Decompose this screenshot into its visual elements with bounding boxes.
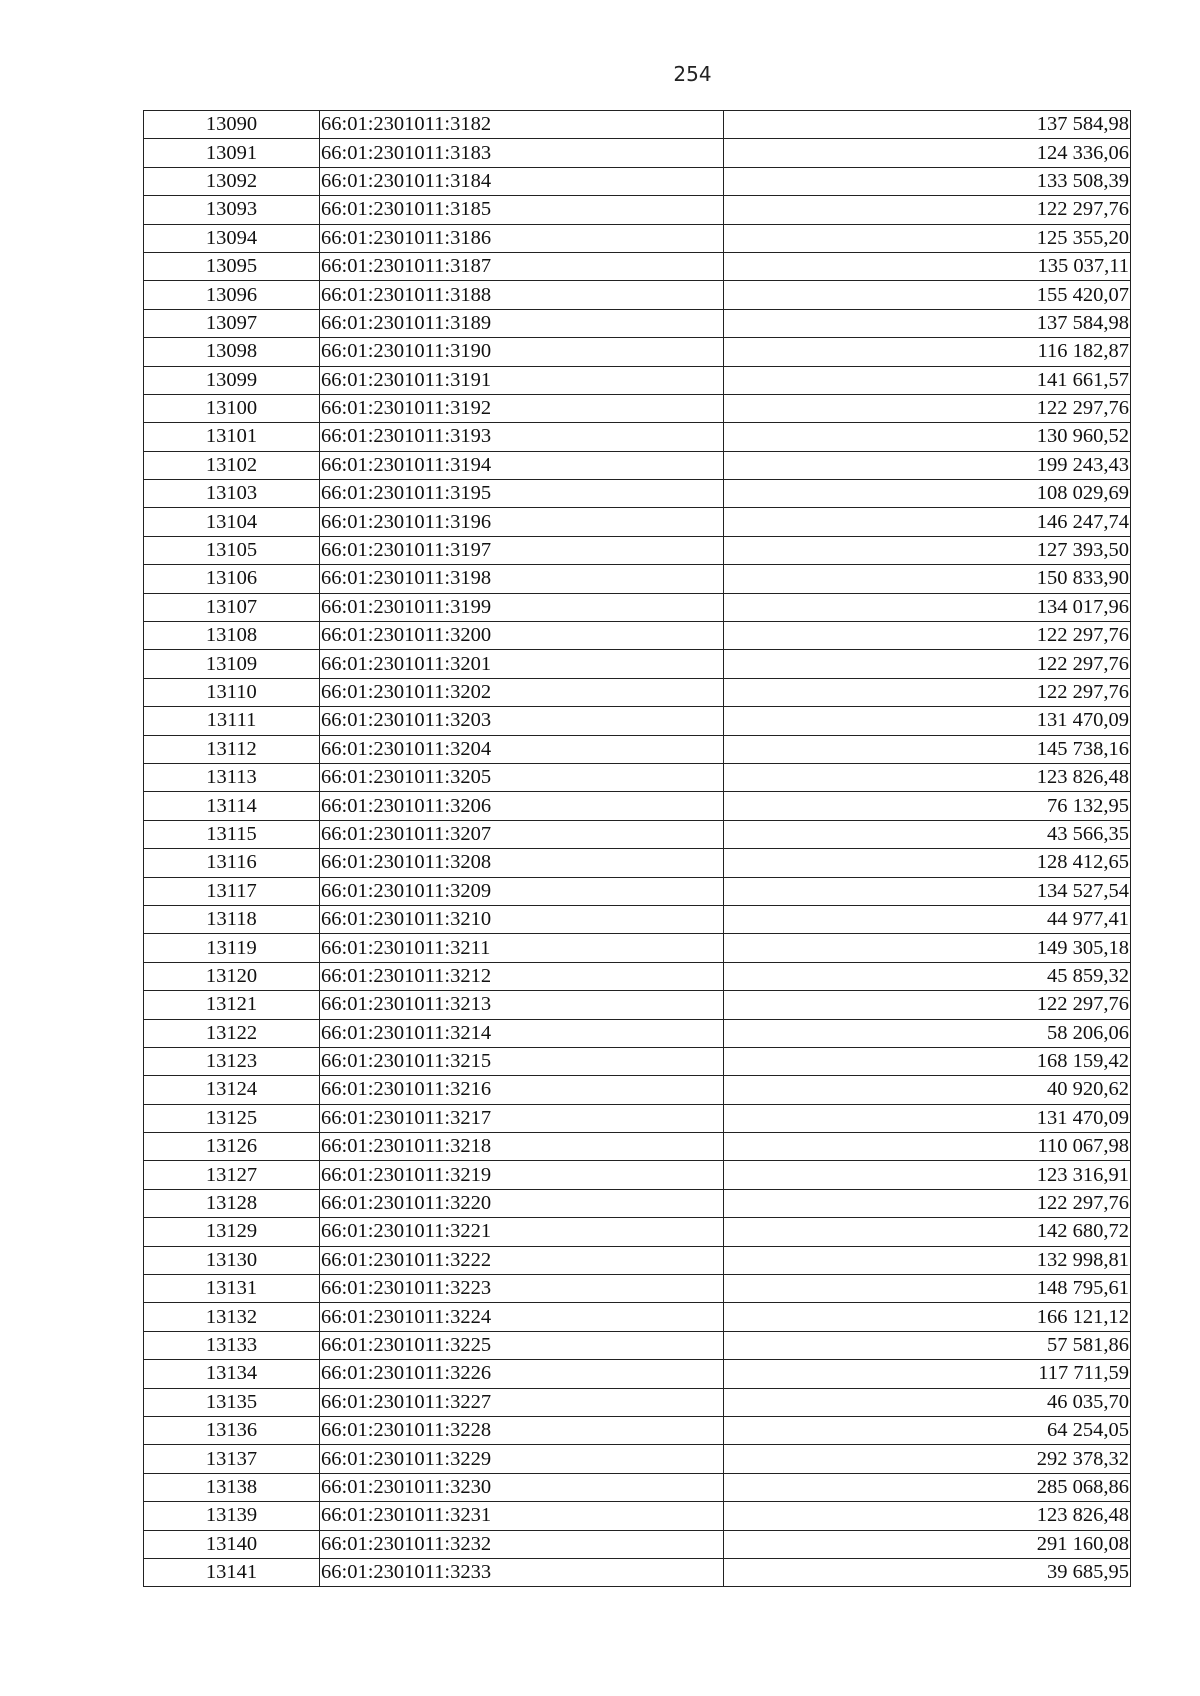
cadastral-value-cell: 39 685,95 xyxy=(724,1558,1131,1586)
row-number-cell: 13115 xyxy=(144,820,320,848)
table-row xyxy=(144,423,1131,451)
table-row xyxy=(144,1246,1131,1274)
row-number-cell: 13128 xyxy=(144,1189,320,1217)
table-row xyxy=(144,763,1131,791)
table-row xyxy=(144,1360,1131,1388)
table-row xyxy=(144,281,1131,309)
table-row xyxy=(144,366,1131,394)
table-row xyxy=(144,224,1131,252)
cadastral-number-cell: 66:01:2301011:3227 xyxy=(320,1388,724,1416)
cadastral-number-cell: 66:01:2301011:3208 xyxy=(320,849,724,877)
cadastral-value-table xyxy=(143,110,1131,1587)
cadastral-value-cell: 168 159,42 xyxy=(724,1047,1131,1075)
cadastral-number-cell: 66:01:2301011:3192 xyxy=(320,394,724,422)
row-number-cell: 13104 xyxy=(144,508,320,536)
cadastral-value-cell: 110 067,98 xyxy=(724,1133,1131,1161)
cadastral-value-cell: 125 355,20 xyxy=(724,224,1131,252)
cadastral-value-cell: 142 680,72 xyxy=(724,1218,1131,1246)
table-row xyxy=(144,650,1131,678)
cadastral-number-cell: 66:01:2301011:3193 xyxy=(320,423,724,451)
table-row xyxy=(144,1133,1131,1161)
cadastral-number-cell: 66:01:2301011:3213 xyxy=(320,991,724,1019)
cadastral-number-cell: 66:01:2301011:3194 xyxy=(320,451,724,479)
cadastral-value-cell: 123 826,48 xyxy=(724,763,1131,791)
table-row xyxy=(144,820,1131,848)
cadastral-number-cell: 66:01:2301011:3231 xyxy=(320,1502,724,1530)
table-row xyxy=(144,196,1131,224)
table-row xyxy=(144,309,1131,337)
cadastral-number-cell: 66:01:2301011:3186 xyxy=(320,224,724,252)
cadastral-number-cell: 66:01:2301011:3211 xyxy=(320,934,724,962)
row-number-cell: 13120 xyxy=(144,962,320,990)
cadastral-number-cell: 66:01:2301011:3220 xyxy=(320,1189,724,1217)
cadastral-value-cell: 64 254,05 xyxy=(724,1416,1131,1444)
cadastral-value-cell: 131 470,09 xyxy=(724,1104,1131,1132)
row-number-cell: 13119 xyxy=(144,934,320,962)
row-number-cell: 13112 xyxy=(144,735,320,763)
cadastral-number-cell: 66:01:2301011:3196 xyxy=(320,508,724,536)
row-number-cell: 13131 xyxy=(144,1275,320,1303)
cadastral-value-cell: 123 316,91 xyxy=(724,1161,1131,1189)
cadastral-number-cell: 66:01:2301011:3187 xyxy=(320,252,724,280)
row-number-cell: 13091 xyxy=(144,139,320,167)
cadastral-number-cell: 66:01:2301011:3232 xyxy=(320,1530,724,1558)
table-row xyxy=(144,962,1131,990)
table-row xyxy=(144,565,1131,593)
row-number-cell: 13101 xyxy=(144,423,320,451)
cadastral-value-cell: 40 920,62 xyxy=(724,1076,1131,1104)
row-number-cell: 13103 xyxy=(144,480,320,508)
row-number-cell: 13124 xyxy=(144,1076,320,1104)
row-number-cell: 13117 xyxy=(144,877,320,905)
table-row xyxy=(144,394,1131,422)
row-number-cell: 13122 xyxy=(144,1019,320,1047)
cadastral-value-cell: 57 581,86 xyxy=(724,1331,1131,1359)
cadastral-value-cell: 150 833,90 xyxy=(724,565,1131,593)
cadastral-value-cell: 145 738,16 xyxy=(724,735,1131,763)
cadastral-number-cell: 66:01:2301011:3226 xyxy=(320,1360,724,1388)
cadastral-number-cell: 66:01:2301011:3204 xyxy=(320,735,724,763)
table-row xyxy=(144,1445,1131,1473)
table-row xyxy=(144,1331,1131,1359)
cadastral-number-cell: 66:01:2301011:3221 xyxy=(320,1218,724,1246)
cadastral-value-cell: 122 297,76 xyxy=(724,678,1131,706)
cadastral-value-cell: 292 378,32 xyxy=(724,1445,1131,1473)
table-row xyxy=(144,480,1131,508)
row-number-cell: 13102 xyxy=(144,451,320,479)
cadastral-number-cell: 66:01:2301011:3229 xyxy=(320,1445,724,1473)
table-row xyxy=(144,1189,1131,1217)
row-number-cell: 13123 xyxy=(144,1047,320,1075)
cadastral-value-cell: 134 017,96 xyxy=(724,593,1131,621)
row-number-cell: 13118 xyxy=(144,905,320,933)
row-number-cell: 13107 xyxy=(144,593,320,621)
row-number-cell: 13140 xyxy=(144,1530,320,1558)
row-number-cell: 13127 xyxy=(144,1161,320,1189)
cadastral-value-cell: 117 711,59 xyxy=(724,1360,1131,1388)
cadastral-value-cell: 141 661,57 xyxy=(724,366,1131,394)
row-number-cell: 13109 xyxy=(144,650,320,678)
cadastral-value-cell: 285 068,86 xyxy=(724,1473,1131,1501)
cadastral-number-cell: 66:01:2301011:3201 xyxy=(320,650,724,678)
row-number-cell: 13126 xyxy=(144,1133,320,1161)
cadastral-value-cell: 130 960,52 xyxy=(724,423,1131,451)
cadastral-value-cell: 58 206,06 xyxy=(724,1019,1131,1047)
cadastral-value-cell: 134 527,54 xyxy=(724,877,1131,905)
cadastral-number-cell: 66:01:2301011:3197 xyxy=(320,536,724,564)
table-row xyxy=(144,622,1131,650)
table-body xyxy=(144,111,1131,1587)
cadastral-value-cell: 199 243,43 xyxy=(724,451,1131,479)
row-number-cell: 13094 xyxy=(144,224,320,252)
cadastral-number-cell: 66:01:2301011:3209 xyxy=(320,877,724,905)
table-row xyxy=(144,735,1131,763)
table-row xyxy=(144,849,1131,877)
table-row xyxy=(144,1019,1131,1047)
table-row xyxy=(144,1161,1131,1189)
table-row xyxy=(144,1502,1131,1530)
cadastral-value-cell: 166 121,12 xyxy=(724,1303,1131,1331)
cadastral-value-cell: 155 420,07 xyxy=(724,281,1131,309)
table-row xyxy=(144,252,1131,280)
row-number-cell: 13090 xyxy=(144,111,320,139)
row-number-cell: 13116 xyxy=(144,849,320,877)
table-row xyxy=(144,593,1131,621)
row-number-cell: 13108 xyxy=(144,622,320,650)
cadastral-number-cell: 66:01:2301011:3222 xyxy=(320,1246,724,1274)
cadastral-number-cell: 66:01:2301011:3206 xyxy=(320,792,724,820)
cadastral-number-cell: 66:01:2301011:3198 xyxy=(320,565,724,593)
cadastral-value-cell: 44 977,41 xyxy=(724,905,1131,933)
table-row xyxy=(144,991,1131,1019)
row-number-cell: 13093 xyxy=(144,196,320,224)
row-number-cell: 13134 xyxy=(144,1360,320,1388)
cadastral-value-cell: 137 584,98 xyxy=(724,309,1131,337)
row-number-cell: 13113 xyxy=(144,763,320,791)
table-row xyxy=(144,508,1131,536)
table-row xyxy=(144,1275,1131,1303)
row-number-cell: 13138 xyxy=(144,1473,320,1501)
cadastral-value-cell: 122 297,76 xyxy=(724,991,1131,1019)
table-row xyxy=(144,1473,1131,1501)
row-number-cell: 13136 xyxy=(144,1416,320,1444)
row-number-cell: 13100 xyxy=(144,394,320,422)
table-row xyxy=(144,1104,1131,1132)
cadastral-number-cell: 66:01:2301011:3182 xyxy=(320,111,724,139)
cadastral-number-cell: 66:01:2301011:3219 xyxy=(320,1161,724,1189)
cadastral-value-cell: 137 584,98 xyxy=(724,111,1131,139)
row-number-cell: 13139 xyxy=(144,1502,320,1530)
cadastral-number-cell: 66:01:2301011:3195 xyxy=(320,480,724,508)
cadastral-value-cell: 45 859,32 xyxy=(724,962,1131,990)
cadastral-value-cell: 123 826,48 xyxy=(724,1502,1131,1530)
cadastral-number-cell: 66:01:2301011:3218 xyxy=(320,1133,724,1161)
row-number-cell: 13114 xyxy=(144,792,320,820)
row-number-cell: 13105 xyxy=(144,536,320,564)
cadastral-number-cell: 66:01:2301011:3214 xyxy=(320,1019,724,1047)
cadastral-number-cell: 66:01:2301011:3184 xyxy=(320,167,724,195)
page-number: 254 xyxy=(673,62,712,86)
row-number-cell: 13132 xyxy=(144,1303,320,1331)
row-number-cell: 13121 xyxy=(144,991,320,1019)
cadastral-value-cell: 108 029,69 xyxy=(724,480,1131,508)
cadastral-value-cell: 116 182,87 xyxy=(724,338,1131,366)
cadastral-value-cell: 135 037,11 xyxy=(724,252,1131,280)
cadastral-number-cell: 66:01:2301011:3203 xyxy=(320,707,724,735)
row-number-cell: 13092 xyxy=(144,167,320,195)
cadastral-number-cell: 66:01:2301011:3191 xyxy=(320,366,724,394)
cadastral-value-cell: 131 470,09 xyxy=(724,707,1131,735)
cadastral-number-cell: 66:01:2301011:3200 xyxy=(320,622,724,650)
cadastral-value-cell: 146 247,74 xyxy=(724,508,1131,536)
row-number-cell: 13099 xyxy=(144,366,320,394)
cadastral-number-cell: 66:01:2301011:3183 xyxy=(320,139,724,167)
cadastral-value-cell: 122 297,76 xyxy=(724,1189,1131,1217)
row-number-cell: 13137 xyxy=(144,1445,320,1473)
cadastral-number-cell: 66:01:2301011:3205 xyxy=(320,763,724,791)
table-row xyxy=(144,1558,1131,1586)
table-row xyxy=(144,451,1131,479)
cadastral-number-cell: 66:01:2301011:3216 xyxy=(320,1076,724,1104)
row-number-cell: 13133 xyxy=(144,1331,320,1359)
cadastral-value-cell: 132 998,81 xyxy=(724,1246,1131,1274)
table-row xyxy=(144,678,1131,706)
row-number-cell: 13097 xyxy=(144,309,320,337)
table-row xyxy=(144,1218,1131,1246)
cadastral-value-cell: 148 795,61 xyxy=(724,1275,1131,1303)
table-row xyxy=(144,934,1131,962)
cadastral-value-cell: 122 297,76 xyxy=(724,622,1131,650)
row-number-cell: 13095 xyxy=(144,252,320,280)
cadastral-value-cell: 124 336,06 xyxy=(724,139,1131,167)
row-number-cell: 13096 xyxy=(144,281,320,309)
table-row xyxy=(144,1530,1131,1558)
table-row xyxy=(144,707,1131,735)
cadastral-value-cell: 127 393,50 xyxy=(724,536,1131,564)
table-row xyxy=(144,792,1131,820)
cadastral-value-cell: 149 305,18 xyxy=(724,934,1131,962)
table-row xyxy=(144,139,1131,167)
cadastral-number-cell: 66:01:2301011:3215 xyxy=(320,1047,724,1075)
cadastral-number-cell: 66:01:2301011:3189 xyxy=(320,309,724,337)
cadastral-value-cell: 291 160,08 xyxy=(724,1530,1131,1558)
table-row xyxy=(144,905,1131,933)
cadastral-value-cell: 46 035,70 xyxy=(724,1388,1131,1416)
cadastral-value-cell: 43 566,35 xyxy=(724,820,1131,848)
table-row xyxy=(144,338,1131,366)
cadastral-number-cell: 66:01:2301011:3225 xyxy=(320,1331,724,1359)
cadastral-number-cell: 66:01:2301011:3185 xyxy=(320,196,724,224)
table-row xyxy=(144,167,1131,195)
cadastral-value-cell: 133 508,39 xyxy=(724,167,1131,195)
cadastral-number-cell: 66:01:2301011:3190 xyxy=(320,338,724,366)
row-number-cell: 13135 xyxy=(144,1388,320,1416)
cadastral-number-cell: 66:01:2301011:3207 xyxy=(320,820,724,848)
cadastral-number-cell: 66:01:2301011:3202 xyxy=(320,678,724,706)
cadastral-number-cell: 66:01:2301011:3230 xyxy=(320,1473,724,1501)
cadastral-number-cell: 66:01:2301011:3223 xyxy=(320,1275,724,1303)
table-row xyxy=(144,877,1131,905)
cadastral-number-cell: 66:01:2301011:3233 xyxy=(320,1558,724,1586)
row-number-cell: 13129 xyxy=(144,1218,320,1246)
cadastral-value-cell: 122 297,76 xyxy=(724,196,1131,224)
table-row xyxy=(144,1303,1131,1331)
cadastral-value-cell: 76 132,95 xyxy=(724,792,1131,820)
cadastral-value-cell: 122 297,76 xyxy=(724,650,1131,678)
cadastral-number-cell: 66:01:2301011:3188 xyxy=(320,281,724,309)
table-row xyxy=(144,1416,1131,1444)
cadastral-value-cell: 122 297,76 xyxy=(724,394,1131,422)
row-number-cell: 13125 xyxy=(144,1104,320,1132)
cadastral-value-cell: 128 412,65 xyxy=(724,849,1131,877)
row-number-cell: 13110 xyxy=(144,678,320,706)
row-number-cell: 13111 xyxy=(144,707,320,735)
table-row xyxy=(144,536,1131,564)
cadastral-number-cell: 66:01:2301011:3224 xyxy=(320,1303,724,1331)
cadastral-number-cell: 66:01:2301011:3212 xyxy=(320,962,724,990)
row-number-cell: 13098 xyxy=(144,338,320,366)
cadastral-number-cell: 66:01:2301011:3210 xyxy=(320,905,724,933)
cadastral-number-cell: 66:01:2301011:3228 xyxy=(320,1416,724,1444)
row-number-cell: 13130 xyxy=(144,1246,320,1274)
table-row xyxy=(144,1388,1131,1416)
cadastral-number-cell: 66:01:2301011:3199 xyxy=(320,593,724,621)
table-row xyxy=(144,111,1131,139)
table-row xyxy=(144,1076,1131,1104)
row-number-cell: 13141 xyxy=(144,1558,320,1586)
cadastral-number-cell: 66:01:2301011:3217 xyxy=(320,1104,724,1132)
row-number-cell: 13106 xyxy=(144,565,320,593)
table-row xyxy=(144,1047,1131,1075)
